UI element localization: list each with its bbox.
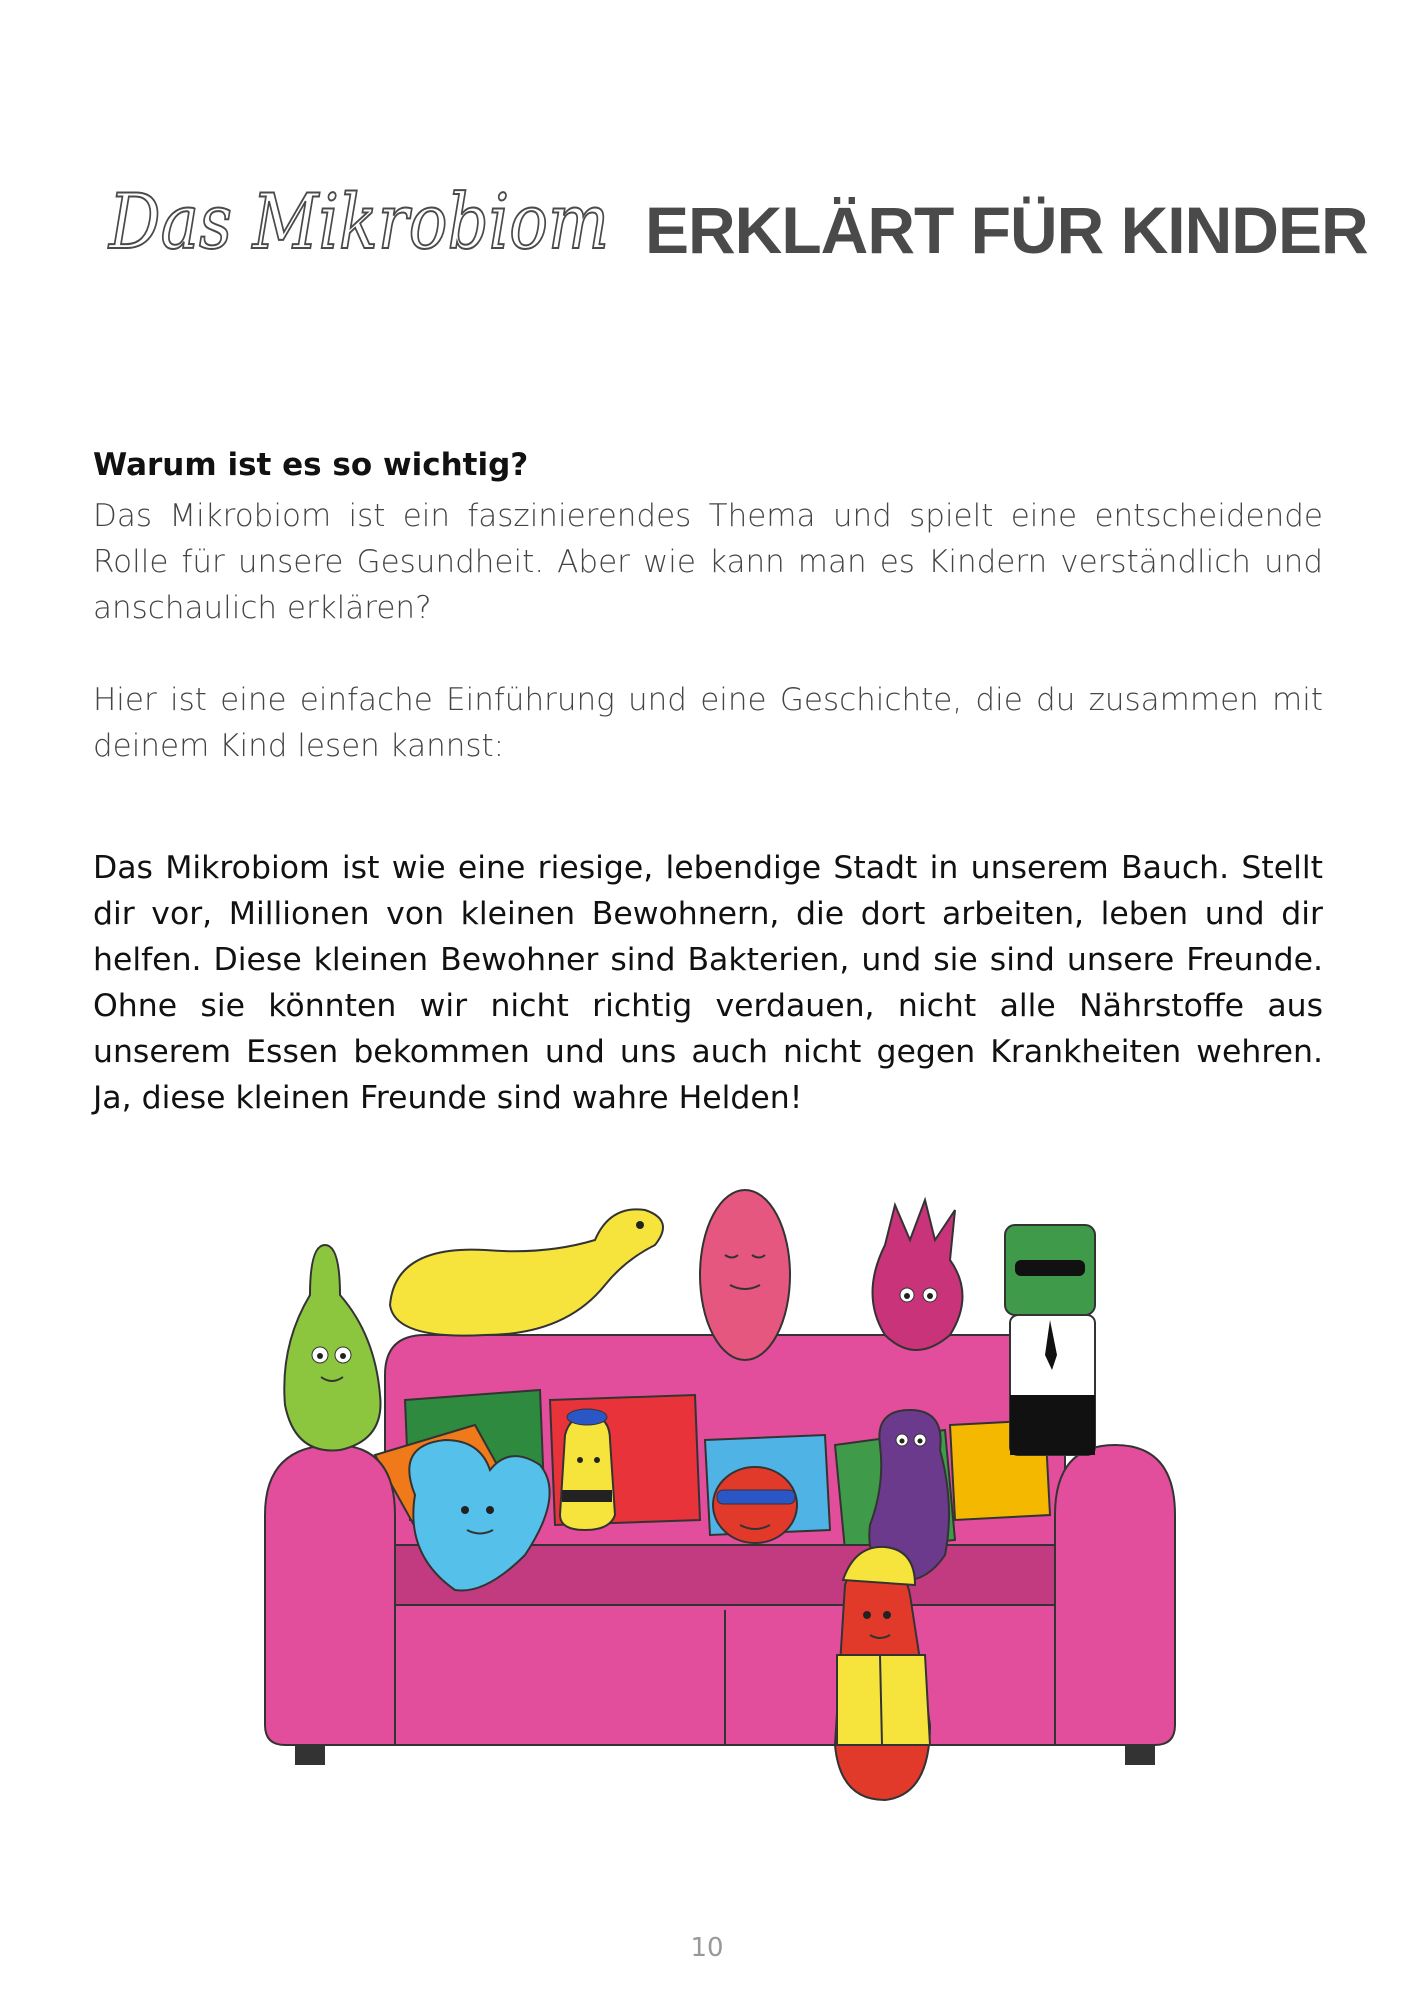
intro-paragraph-1: Das Mikrobiom ist ein faszinierendes Thema und spielt eine entscheidende Rolle für unsere Gesundheit. Aber wie kann man es Kindern verständlich und anschaulich erklären?: [93, 498, 1323, 626]
title-script: [105, 160, 625, 290]
story-paragraph: Das Mikrobiom ist wie eine riesige, lebendige Stadt in unserem Bauch. Stellt dir vor, Millionen von kleinen Bewohnern, die dort arbeiten, leben und dir helfen. Diese kleinen Bewohner sind Bakterien, und sie sind unsere Freunde. Ohne sie könnten wir nicht richtig verdauen, nicht alle Nährstoffe aus unserem Essen bekommen und uns auch nicht gegen Krankheiten wehren. Ja, diese kleinen Freunde sind wahre Helden!: [93, 850, 1323, 1116]
green-agent-character: [1005, 1225, 1095, 1455]
magenta-crown-character: [873, 1200, 963, 1350]
pink-character-sitting: [700, 1190, 790, 1360]
intro-paragraph-2: Hier ist eine einfache Einführung und eine Geschichte, die du zusammen mit deinem Kind lesen kannst:: [93, 682, 1323, 764]
title-bold: ERKLÄRT FÜR KINDER: [645, 193, 1368, 267]
title-script-text: Das Mikrobiom: [107, 177, 609, 266]
sofa-left-arm: [265, 1445, 395, 1745]
page-number: 10: [690, 1933, 724, 1963]
red-builder-character: [835, 1547, 930, 1800]
illustration-sofa-microbes: [225, 1185, 1185, 1825]
yellow-character-lying: [390, 1209, 663, 1335]
red-masked-character: [713, 1467, 797, 1543]
green-character: [284, 1245, 380, 1450]
small-yellow-character: [560, 1409, 615, 1530]
sofa-right-arm: [1055, 1445, 1175, 1745]
section-heading: Warum ist es so wichtig?: [93, 447, 529, 483]
